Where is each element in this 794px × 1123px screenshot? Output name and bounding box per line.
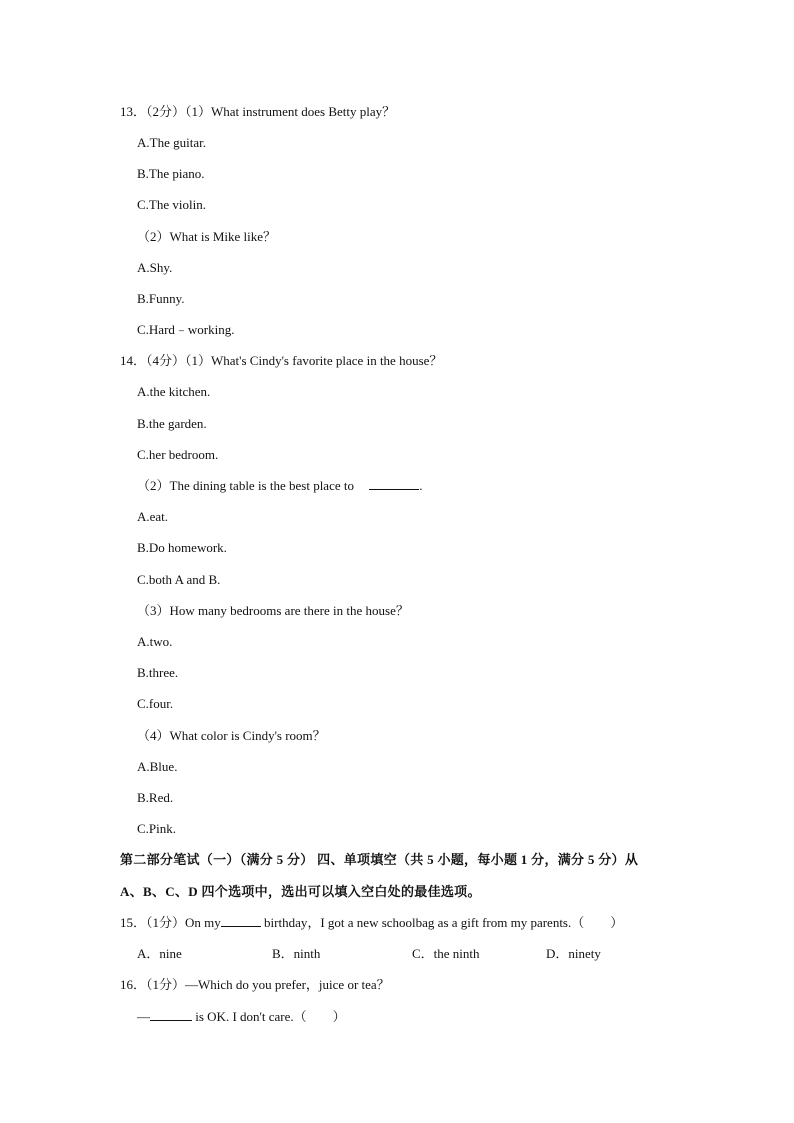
q15-option-c[interactable]: C．the ninth <box>412 946 480 961</box>
q14-2-option-b: B.Do homework. <box>137 540 227 555</box>
q16-stem: 16．（1分）—Which do you prefer，juice or tea？ <box>120 977 390 992</box>
q14-2-end: . <box>419 478 423 493</box>
q14-3-option-b: B.three. <box>137 665 179 680</box>
q16-response <box>137 1009 346 1025</box>
q13-2-option-b: B.Funny. <box>137 291 185 306</box>
q13-2-option-a: A.Shy. <box>137 260 173 275</box>
q14-4-option-b: B.Red. <box>137 790 174 805</box>
q14-header: 14．（4分）（1）What's Cindy's favorite place in the house？ <box>120 353 443 368</box>
q13-2-question: （2）What is Mike like？ <box>137 229 277 244</box>
q13-header: 13．（2分）（1）What instrument does Betty play？ <box>120 104 396 119</box>
q13-1-option-a: A.The guitar. <box>137 135 206 150</box>
q14-4-option-c: C.Pink. <box>137 821 177 836</box>
q14-1-option-b: B.the garden. <box>137 416 207 431</box>
q14-2-option-c: C.both A and B. <box>137 572 221 587</box>
q16-suffix: is OK. I don't care.（ ） <box>192 1009 346 1024</box>
q13-2-option-c: C.Hard﹣working. <box>137 322 235 337</box>
q14-2-text: （2）The dining table is the best place to <box>137 478 354 493</box>
q15-option-a[interactable]: A．nine <box>137 946 182 961</box>
q15-prefix: 15．（1分）On my <box>120 915 221 930</box>
q14-4-question: （4）What color is Cindy's room？ <box>137 728 326 743</box>
q14-4-option-a: A.Blue. <box>137 759 178 774</box>
q16-dash: — <box>137 1009 150 1024</box>
q15-option-b[interactable]: B．ninth <box>272 946 321 961</box>
q16-answer-blank[interactable] <box>150 1020 192 1021</box>
q14-2-answer-blank[interactable] <box>369 489 419 490</box>
q13-1-option-c: C.The violin. <box>137 197 206 212</box>
q15-answer-blank[interactable] <box>221 926 261 927</box>
section-heading-line1: 第二部分笔试（一）（满分 5 分） 四、单项填空（共 5 小题，每小题 1 分，满分 5 分）从 <box>120 852 639 867</box>
q14-3-option-a: A.two. <box>137 634 173 649</box>
q15-stem <box>120 915 623 931</box>
q14-2-question <box>137 478 422 494</box>
q14-1-option-a: A.the kitchen. <box>137 384 211 399</box>
q13-1-option-b: B.The piano. <box>137 166 205 181</box>
q14-2-option-a: A.eat. <box>137 509 169 524</box>
q15-options <box>137 946 657 962</box>
q14-1-option-c: C.her bedroom. <box>137 447 219 462</box>
section-heading-line2: A、B、C、D 四个选项中，选出可以填入空白处的最佳选项。 <box>120 884 481 899</box>
q14-3-question: （3）How many bedrooms are there in the house？ <box>137 603 409 618</box>
q14-3-option-c: C.four. <box>137 696 174 711</box>
q15-option-d[interactable]: D．ninety <box>546 946 601 961</box>
q15-suffix: birthday，I got a new schoolbag as a gift from my parents.（ ） <box>260 915 624 930</box>
